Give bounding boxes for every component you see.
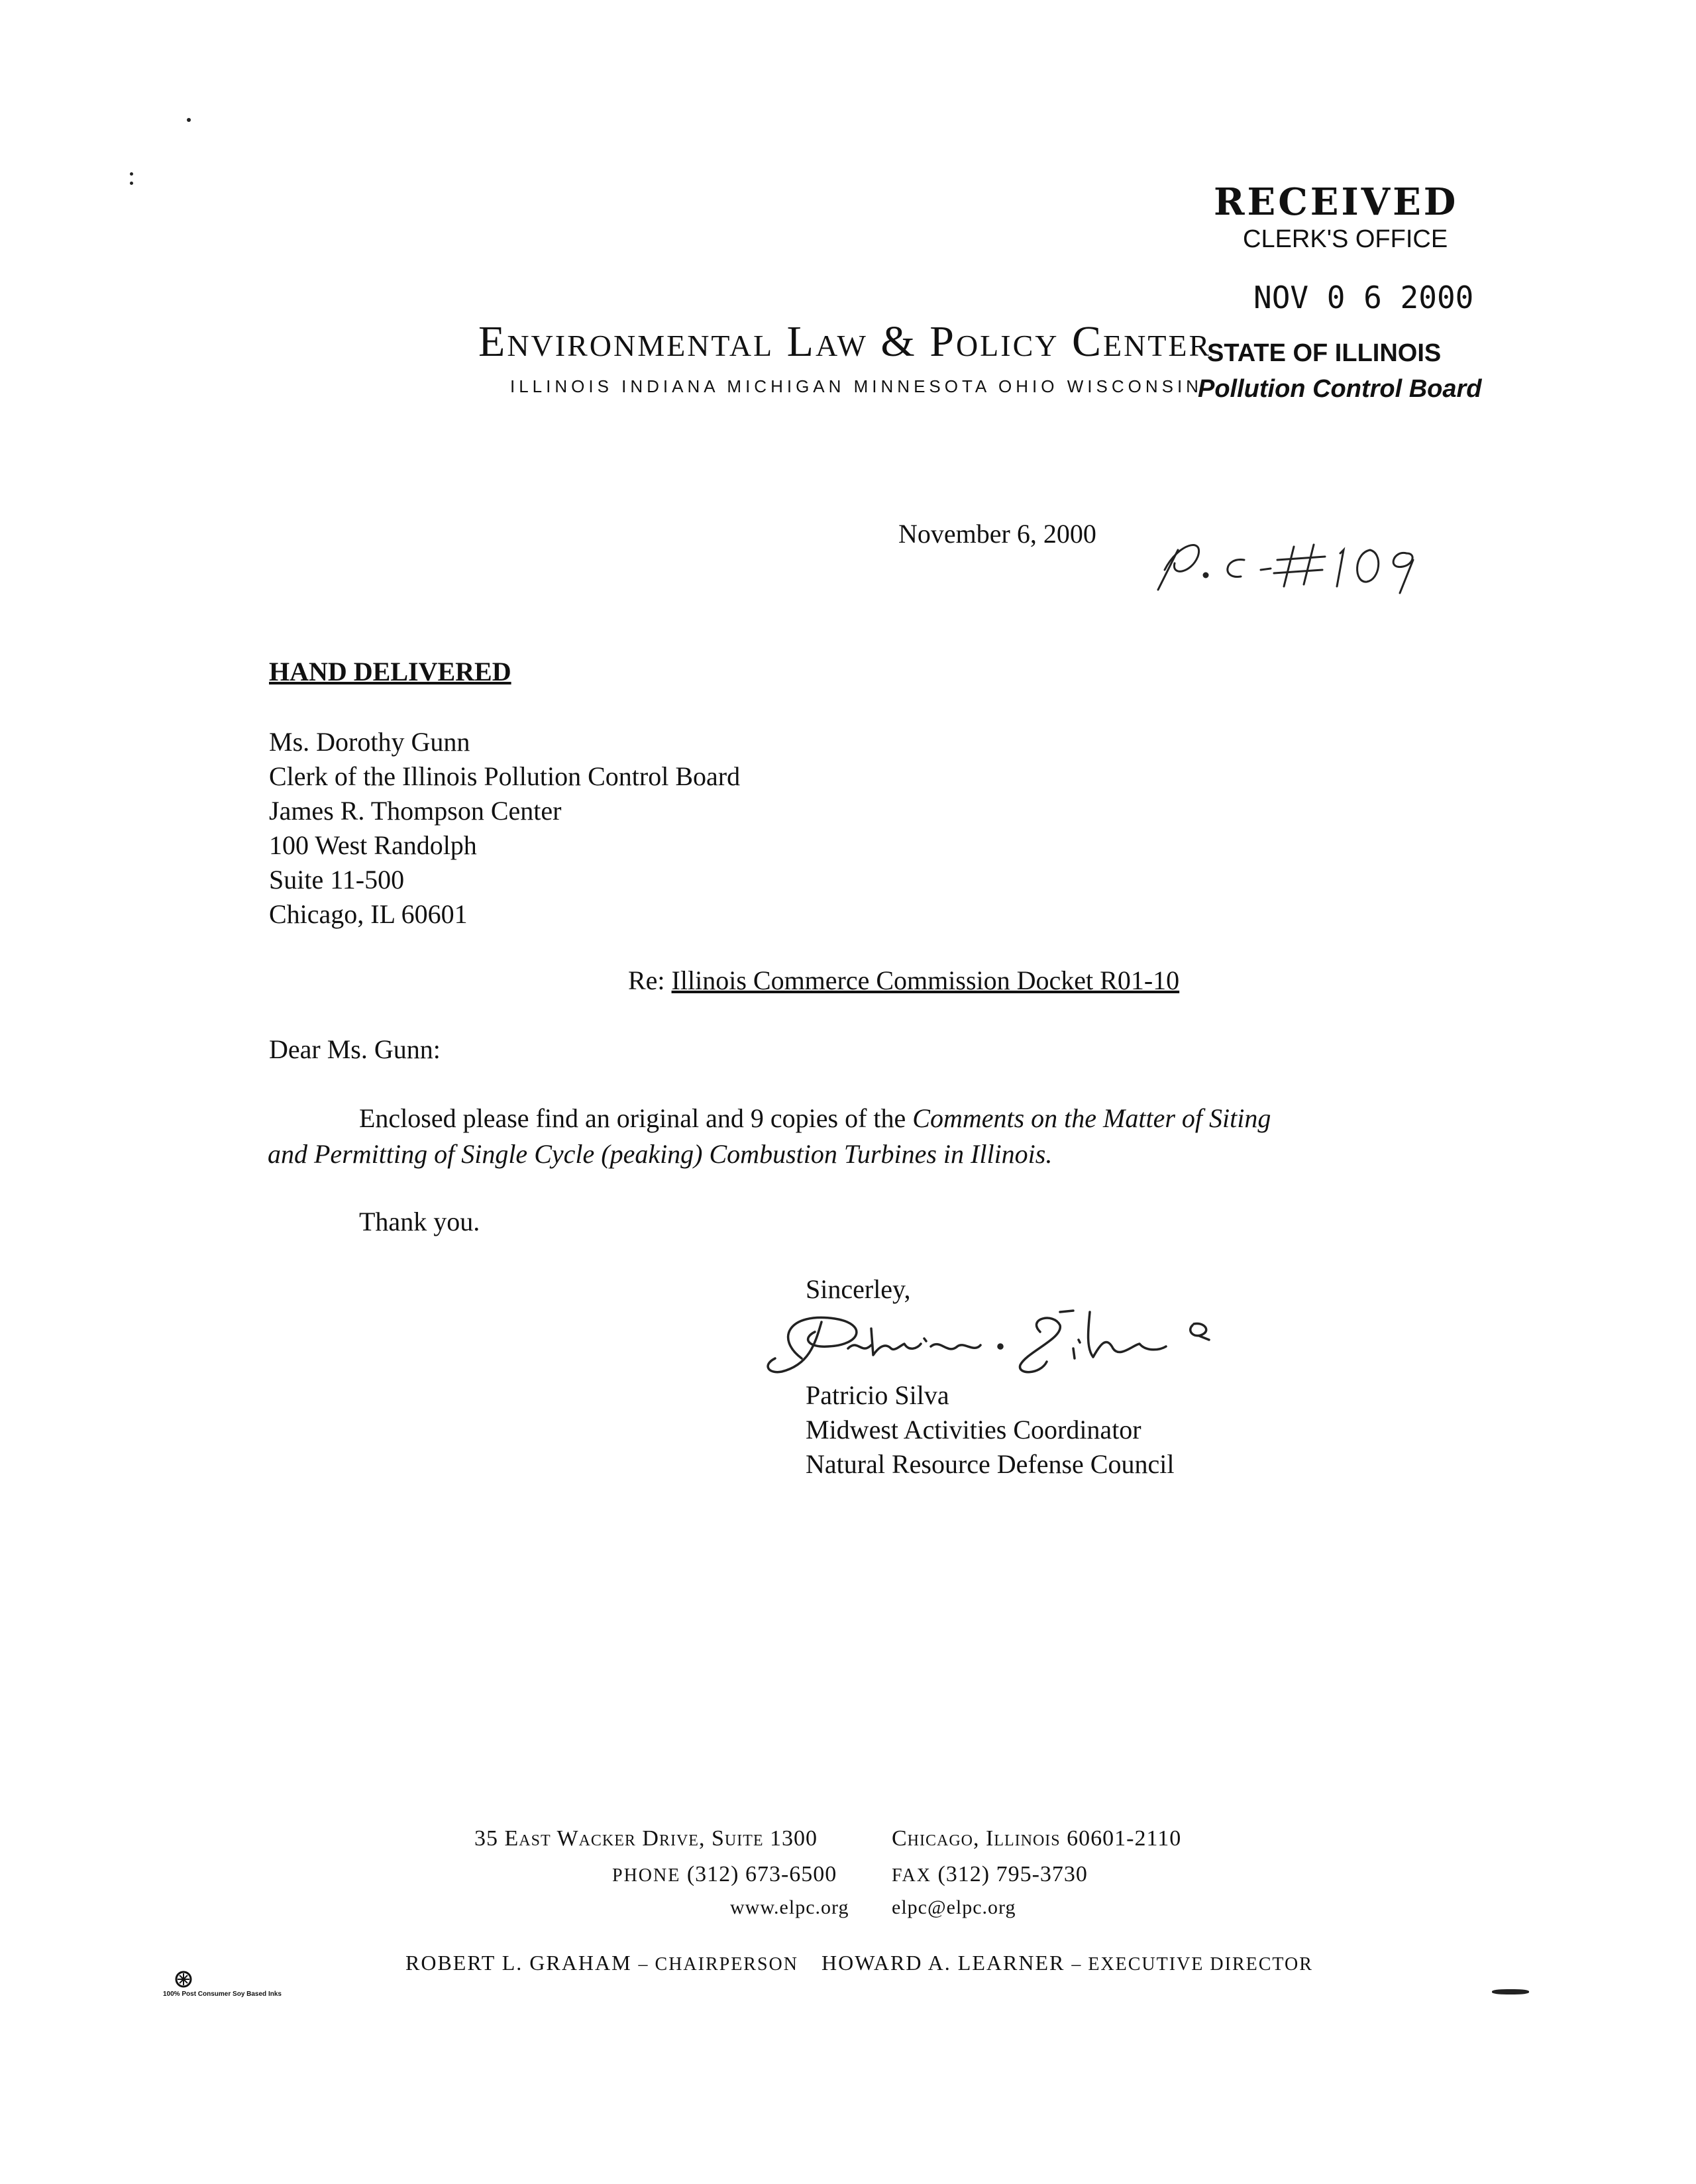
recipient-title: Clerk of the Illinois Pollution Control Board [269,761,741,791]
re-label: Re: [628,965,665,995]
body-paragraph-line1 [359,1103,1271,1134]
signer-organization: Natural Resource Defense Council [806,1449,1175,1479]
closing: Sincerley, [806,1274,911,1304]
letterhead-states: ILLINOIS INDIANA MICHIGAN MINNESOTA OHIO WISCONSIN [510,376,1202,396]
stamp-board: Pollution Control Board [1198,375,1482,403]
recycle-icon [175,1971,192,1988]
phone-number: (312) 673-6500 [686,1862,837,1886]
footer-fax [892,1862,1088,1887]
scan-speck [187,118,191,122]
fax-number: (312) 795-3730 [937,1862,1088,1886]
chair-name: ROBERT L. GRAHAM [405,1951,632,1975]
fax-label: FAX [892,1865,931,1886]
stamp-date: NOV 0 6 2000 [1253,280,1474,315]
re-line [628,965,1179,996]
phone-label: PHONE [612,1865,681,1886]
recipient-street: 100 West Randolph [269,830,477,860]
scan-speck [130,182,133,185]
stamp-clerks-office: CLERK'S OFFICE [1243,225,1448,253]
recipient-city: Chicago, IL 60601 [269,899,468,929]
signer-title: Midwest Activities Coordinator [806,1415,1141,1445]
re-subject: Illinois Commerce Commission Docket R01-10 [671,965,1180,995]
footer-website: www.elpc.org [730,1896,849,1918]
stamp-state: STATE OF ILLINOIS [1207,339,1442,367]
footer-address: 35 East Wacker Drive, Suite 1300 [474,1826,818,1851]
scan-speck [1492,1989,1529,1994]
salutation: Dear Ms. Gunn: [269,1034,441,1064]
recipient-name: Ms. Dorothy Gunn [269,727,470,757]
footer-chairperson [405,1951,798,1975]
thanks: Thank you. [359,1207,480,1236]
body-title-part1: Comments on the Matter of Siting [912,1103,1271,1133]
body-intro: Enclosed please find an original and 9 copies of the [359,1103,913,1133]
recipient-suite: Suite 11-500 [269,865,405,895]
recipient-building: James R. Thompson Center [269,796,562,826]
footer-city: Chicago, Illinois 60601-2110 [892,1826,1182,1851]
recycle-note: 100% Post Consumer Soy Based Inks [163,1991,282,1998]
chair-title: – CHAIRPERSON [638,1954,798,1975]
signer-name: Patricio Silva [806,1380,949,1410]
body-title-part2: and Permitting of Single Cycle (peaking) Combustion Turbines in Illinois. [268,1139,1053,1169]
body-paragraph-line2 [268,1138,1052,1170]
footer-director [822,1951,1313,1975]
footer-email: elpc@elpc.org [892,1896,1016,1918]
letter-date: November 6, 2000 [898,519,1096,549]
letterhead-name: Environmental Law & Policy Center [478,317,1212,366]
footer-phone [612,1862,837,1887]
handwritten-note [1151,523,1430,596]
signature [762,1292,1239,1392]
stamp-received: RECEIVED [1214,180,1459,224]
scan-speck [130,172,133,176]
director-name: HOWARD A. LEARNER [822,1951,1065,1975]
director-title: – EXECUTIVE DIRECTOR [1071,1954,1313,1975]
hand-delivered-heading: HAND DELIVERED [269,657,511,686]
